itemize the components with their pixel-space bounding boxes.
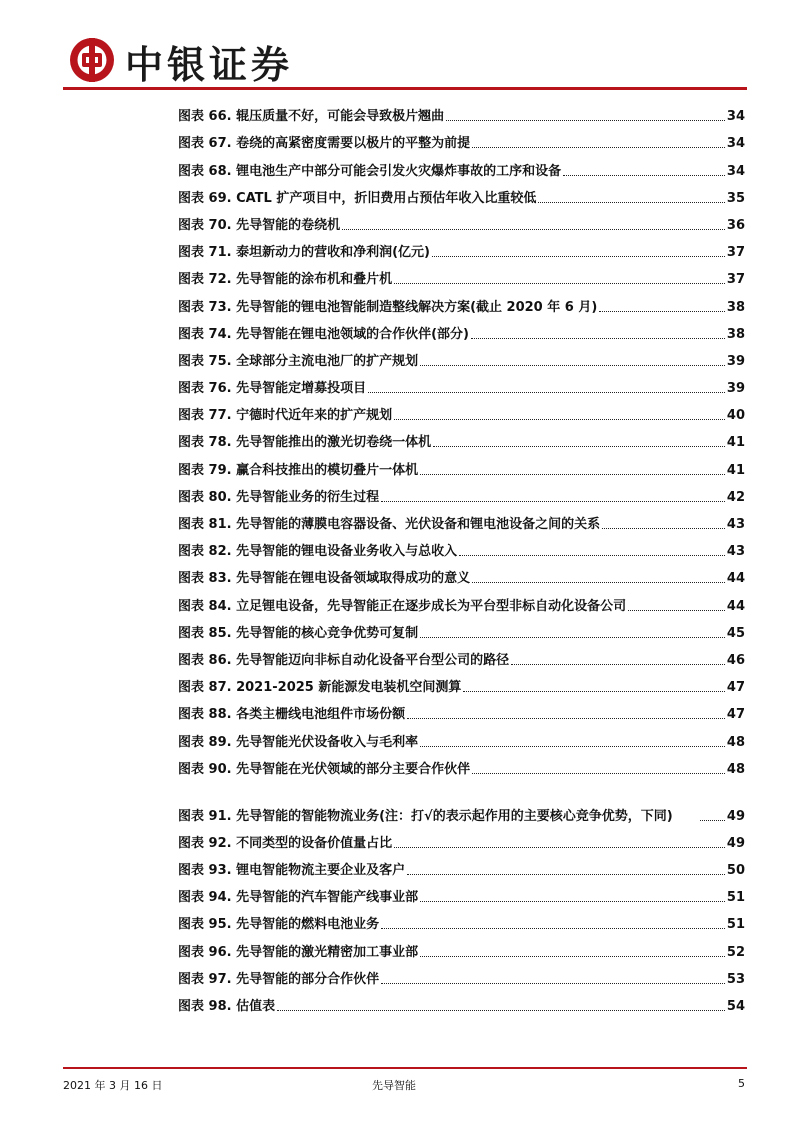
footer-page-number: 5 <box>738 1077 745 1090</box>
toc-entry-title: 图表 86. 先导智能迈向非标自动化设备平台型公司的路径 <box>178 652 510 668</box>
toc-entry-title: 图表 76. 先导智能定增募投项目 <box>178 381 367 397</box>
toc-entry[interactable] <box>178 723 745 750</box>
toc-entry-page: 37 <box>726 245 745 261</box>
toc-leader-dots <box>342 229 725 230</box>
bank-of-china-logo-icon <box>68 36 116 84</box>
toc-entry-title: 图表 89. 先导智能光伏设备收入与毛利率 <box>178 734 419 750</box>
toc-entry-page: 39 <box>726 353 745 369</box>
toc-entry[interactable] <box>178 125 745 152</box>
toc-entry-title: 图表 80. 先导智能业务的衍生过程 <box>178 489 380 505</box>
toc-entry[interactable] <box>178 696 745 723</box>
toc-leader-dots <box>420 901 725 902</box>
toc-entry[interactable] <box>178 506 745 533</box>
toc-entry-page: 51 <box>726 917 745 933</box>
toc-entry[interactable] <box>178 316 745 343</box>
toc-entry-page: 49 <box>726 808 746 824</box>
toc-entry-page: 46 <box>726 652 745 668</box>
toc-leader-dots <box>368 392 725 393</box>
toc-entry-title: 图表 69. CATL 扩产项目中，折旧费用占预估年收入比重较低 <box>178 190 537 206</box>
toc-entry[interactable] <box>178 879 745 906</box>
toc-leader-dots <box>420 746 725 747</box>
toc-entry-title: 图表 81. 先导智能的薄膜电容器设备、光伏设备和锂电池设备之间的关系 <box>178 517 601 532</box>
toc-entry-page: 41 <box>726 435 745 451</box>
toc-entry-page: 38 <box>726 326 745 342</box>
toc-entry[interactable] <box>178 825 745 852</box>
toc-entry-page: 34 <box>726 136 745 152</box>
toc-entry-title: 图表 93. 锂电智能物流主要企业及客户 <box>178 863 406 879</box>
toc-entry[interactable] <box>178 180 745 207</box>
toc-entry-page: 53 <box>726 971 745 987</box>
toc-leader-dots <box>463 691 725 692</box>
toc-entry-title: 图表 98. 估值表 <box>178 999 276 1014</box>
toc-entry-title: 图表 82. 先导智能的锂电设备业务收入与总收入 <box>178 544 458 560</box>
toc-entry-title: 图表 78. 先导智能推出的激光切卷绕一体机 <box>178 435 432 451</box>
toc-entry-title: 图表 66. 辊压质量不好，可能会导致极片翘曲 <box>178 109 445 125</box>
toc-entry-page: 39 <box>726 381 745 397</box>
toc-entry-title: 图表 84. 立足锂电设备，先导智能正在逐步成长为平台型非标自动化设备公司 <box>178 598 627 614</box>
toc-entry-page: 47 <box>726 707 745 723</box>
toc-entry-title: 图表 92. 不同类型的设备价值量占比 <box>178 835 393 851</box>
toc-entry[interactable] <box>178 98 745 125</box>
brand-name: 中银证券 <box>125 42 294 87</box>
toc-entry[interactable] <box>178 451 745 478</box>
toc-entry-page: 51 <box>726 890 745 906</box>
toc-leader-dots <box>446 120 725 121</box>
footer-divider <box>63 1067 747 1069</box>
toc-entry-page: 45 <box>726 625 745 641</box>
toc-entry-page: 49 <box>726 835 745 851</box>
toc-entry-page: 47 <box>726 680 745 696</box>
toc-entry-title: 图表 88. 各类主栅线电池组件市场份额 <box>178 707 406 723</box>
toc-entry-page: 34 <box>726 163 745 179</box>
toc-entry-title: 图表 96. 先导智能的激光精密加工事业部 <box>178 944 419 960</box>
toc-entry-page: 41 <box>726 462 745 478</box>
toc-entry-title: 图表 91. 先导智能的智能物流业务(注：打√的表示起作用的主要核心竞争优势，下同) <box>178 808 673 824</box>
toc-entry[interactable] <box>178 933 745 960</box>
toc-entry[interactable] <box>178 370 745 397</box>
toc-entry[interactable] <box>178 234 745 261</box>
toc-entry-title: 图表 71. 泰坦新动力的营收和净利润(亿元) <box>178 245 430 261</box>
toc-entry[interactable] <box>178 587 745 614</box>
toc-leader-dots <box>420 637 725 638</box>
toc-entry[interactable] <box>178 207 745 234</box>
figure-table-of-contents <box>178 98 745 1015</box>
toc-leader-dots <box>394 847 725 848</box>
toc-entry-page: 34 <box>726 109 745 125</box>
toc-entry-title: 图表 74. 先导智能在锂电池领域的合作伙伴(部分) <box>178 326 469 342</box>
toc-entry-title: 图表 83. 先导智能在锂电设备领域取得成功的意义 <box>178 571 471 587</box>
toc-leader-dots <box>432 256 725 257</box>
toc-entry[interactable] <box>178 778 745 825</box>
toc-leader-dots <box>394 283 725 284</box>
toc-entry-title: 图表 90. 先导智能在光伏领域的部分主要合作伙伴 <box>178 761 471 777</box>
toc-leader-dots <box>599 311 725 312</box>
toc-entry[interactable] <box>178 751 745 778</box>
toc-leader-dots <box>628 610 725 611</box>
toc-entry-page: 43 <box>726 517 745 532</box>
toc-entry[interactable] <box>178 560 745 587</box>
toc-entry-page: 35 <box>726 190 745 206</box>
toc-leader-dots <box>433 446 725 447</box>
toc-entry-title: 图表 85. 先导智能的核心竞争优势可复制 <box>178 625 419 641</box>
toc-entry[interactable] <box>178 397 745 424</box>
toc-leader-dots <box>459 555 725 556</box>
toc-entry[interactable] <box>178 288 745 315</box>
toc-entry[interactable] <box>178 343 745 370</box>
toc-leader-dots <box>420 474 725 475</box>
toc-entry-title: 图表 94. 先导智能的汽车智能产线事业部 <box>178 890 419 906</box>
toc-leader-dots <box>407 718 725 719</box>
toc-leader-dots <box>381 983 725 984</box>
toc-entry-page: 40 <box>726 408 745 424</box>
toc-entry[interactable] <box>178 424 745 451</box>
toc-leader-dots <box>511 664 725 665</box>
toc-entry-page: 36 <box>726 217 745 233</box>
toc-entry[interactable] <box>178 669 745 696</box>
toc-entry-title: 图表 77. 宁德时代近年来的扩产规划 <box>178 408 393 424</box>
toc-entry-page: 44 <box>726 598 745 614</box>
toc-entry-page: 37 <box>726 272 745 288</box>
toc-leader-dots <box>381 928 725 929</box>
toc-entry-page: 44 <box>726 571 745 587</box>
toc-entry-page: 42 <box>726 489 745 505</box>
toc-entry-page: 50 <box>726 863 745 879</box>
toc-entry-title: 图表 72. 先导智能的涂布机和叠片机 <box>178 272 393 288</box>
toc-entry[interactable] <box>178 852 745 879</box>
toc-leader-dots <box>538 202 725 203</box>
toc-entry-page: 43 <box>726 544 745 560</box>
toc-leader-dots <box>471 338 725 339</box>
toc-entry-title: 图表 68. 锂电池生产中部分可能会引发火灾爆炸事故的工序和设备 <box>178 163 562 179</box>
toc-entry-page: 52 <box>726 944 745 960</box>
toc-entry-page: 48 <box>726 734 745 750</box>
toc-entry-title: 图表 79. 赢合科技推出的模切叠片一体机 <box>178 462 419 478</box>
toc-entry-title: 图表 70. 先导智能的卷绕机 <box>178 217 341 233</box>
toc-entry[interactable] <box>178 261 745 288</box>
toc-leader-dots <box>700 820 725 821</box>
toc-entry-title: 图表 97. 先导智能的部分合作伙伴 <box>178 971 380 987</box>
toc-leader-dots <box>381 501 725 502</box>
toc-leader-dots <box>602 528 725 529</box>
toc-leader-dots <box>394 419 725 420</box>
toc-entry-title: 图表 95. 先导智能的燃料电池业务 <box>178 917 380 933</box>
header-divider <box>63 87 747 90</box>
toc-entry[interactable] <box>178 906 745 933</box>
toc-leader-dots <box>420 956 725 957</box>
toc-entry-page: 54 <box>726 999 745 1014</box>
footer-company: 先导智能 <box>372 1079 416 1092</box>
toc-leader-dots <box>277 1010 725 1011</box>
toc-entry[interactable] <box>178 961 745 988</box>
toc-leader-dots <box>563 175 725 176</box>
toc-entry[interactable] <box>178 642 745 669</box>
toc-leader-dots <box>407 874 725 875</box>
toc-entry-title: 图表 73. 先导智能的锂电池智能制造整线解决方案(截止 2020 年 6 月) <box>178 299 598 315</box>
toc-entry[interactable] <box>178 988 745 1015</box>
toc-leader-dots <box>472 147 725 148</box>
toc-entry-title: 图表 67. 卷绕的高紧密度需要以极片的平整为前提 <box>178 136 471 152</box>
footer-date: 2021 年 3 月 16 日 <box>63 1079 163 1092</box>
toc-entry-title: 图表 87. 2021-2025 新能源发电装机空间测算 <box>178 680 462 696</box>
toc-entry[interactable] <box>178 152 745 179</box>
page-header <box>0 0 793 95</box>
toc-leader-dots <box>472 582 725 583</box>
toc-entry[interactable] <box>178 479 745 506</box>
toc-entry[interactable] <box>178 615 745 642</box>
toc-entry-page: 48 <box>726 761 745 777</box>
toc-leader-dots <box>472 773 725 774</box>
toc-leader-dots <box>420 365 725 366</box>
toc-entry-page: 38 <box>726 299 745 315</box>
toc-entry[interactable] <box>178 533 745 560</box>
toc-entry-title: 图表 75. 全球部分主流电池厂的扩产规划 <box>178 353 419 369</box>
